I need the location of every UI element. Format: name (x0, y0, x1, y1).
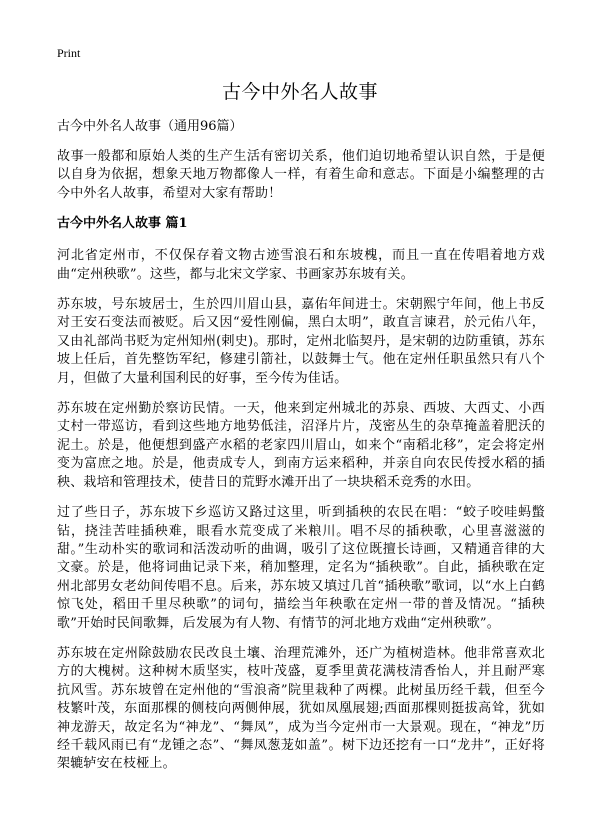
body-paragraph-5: 苏东坡在定州除鼓励农民改良土壤、治理荒滩外，还广为植树造林。他非常喜欢北方的大槐树。这种树木质坚实，枝叶茂盛，夏季里黄花满枝清香怡人，并且耐严寒抗风雪。苏东坡曾在定州他的“雪浪斋”院里栽种了两棵。此树虽历经千载，但至今枝繁叶茂，东面那棵的侧枝向两侧伸展，犹如凤凰展翅;西面那棵则挺拔高耸，犹如神龙游天，故定名为“神龙”、“舞凤”，成为当今定州市一大景观。现在，“神龙”历经千载风雨已有“龙锺之态”、“舞凤葱茏如盖”。树下边还挖有一口“龙井”，正好将架辘轳安在枝桠上。 (57, 645, 545, 772)
print-label: Print (57, 46, 81, 60)
intro-paragraph: 故事一般都和原始人类的生产生活有密切关系，他们迫切地希望认识自然，于是便以自身为依据，想象天地万物都像人一样，有着生命和意志。下面是小编整理的古今中外名人故事，希望对大家有帮助！ (57, 149, 545, 201)
body-paragraph-4: 过了些日子，苏东坡下乡巡访又路过这里，听到插秧的农民在唱：“蛟子咬哇蚂蟞钻，挠洼苦哇插秧难，眼看水荒变成了米粮川。唱不尽的插秧歌，心里喜滋滋的甜。”生动朴实的歌词和活泼动听的曲调，吸引了这位既擅长诗画，又精通音律的大文豪。於是，他将词曲记录下来，稍加整理，定名为“插秧歌”。自此，插秧歌在定州北部男女老幼间传唱不息。后来，苏东坡又填过几首“插秧歌”歌词，以“水上白鹤惊飞处，稻田千里尽秧歌”的词句，描绘当年秧歌在定州一带的普及情况。“插秧歌”开始时民间歌舞，后发展为有人物、有情节的河北地方戏曲“定州秧歌”。 (57, 505, 545, 631)
document-body (57, 118, 545, 786)
body-paragraph-2: 苏东坡，号东坡居士，生於四川眉山县，嘉佑年间进士。宋朝熙宁年间，他上书反对王安石变法而被贬。后又因“爱性刚偏，黑白太明”，敢直言谏君，於元佑八年，又由礼部尚书贬为定州知州(剌史)。那时，定州北临契丹，是宋朝的边防重镇，苏东坡上任后，首先整饬军纪，修建引箭社，以鼓舞士气。他在定州任职虽然只有八个月，但做了大量利国利民的好事，至今传为佳话。 (57, 297, 545, 386)
document-subtitle: 古今中外名人故事（通用96篇） (57, 119, 243, 134)
document-title: 古今中外名人故事 (221, 81, 378, 103)
body-paragraph-1: 河北省定州市，不仅保存着文物古迹雪浪石和东坡槐，而且一直在传唱着地方戏曲“定州秧歌”。这些，都与北宋文学家、书画家苏东坡有关。 (57, 248, 545, 282)
section-heading: 古今中外名人故事 篇1 (57, 216, 188, 232)
body-paragraph-3: 苏东坡在定州勤於察访民情。一天，他来到定州城北的苏泉、西坡、大西丈、小西丈村一带巡访，看到这些地方地势低洼，沼泽片片，茂密丛生的杂草掩盖着肥沃的泥土。於是，他便想到盛产水稻的老家四川眉山，如来个“南稻北移”，定会将定州变为富庶之地。於是，他责成专人，到南方运来稻种，并亲自向农民传授水稻的插秧、栽培和管理技术，使昔日的荒野水滩开出了一块块稻禾竞秀的水田。 (57, 401, 545, 490)
